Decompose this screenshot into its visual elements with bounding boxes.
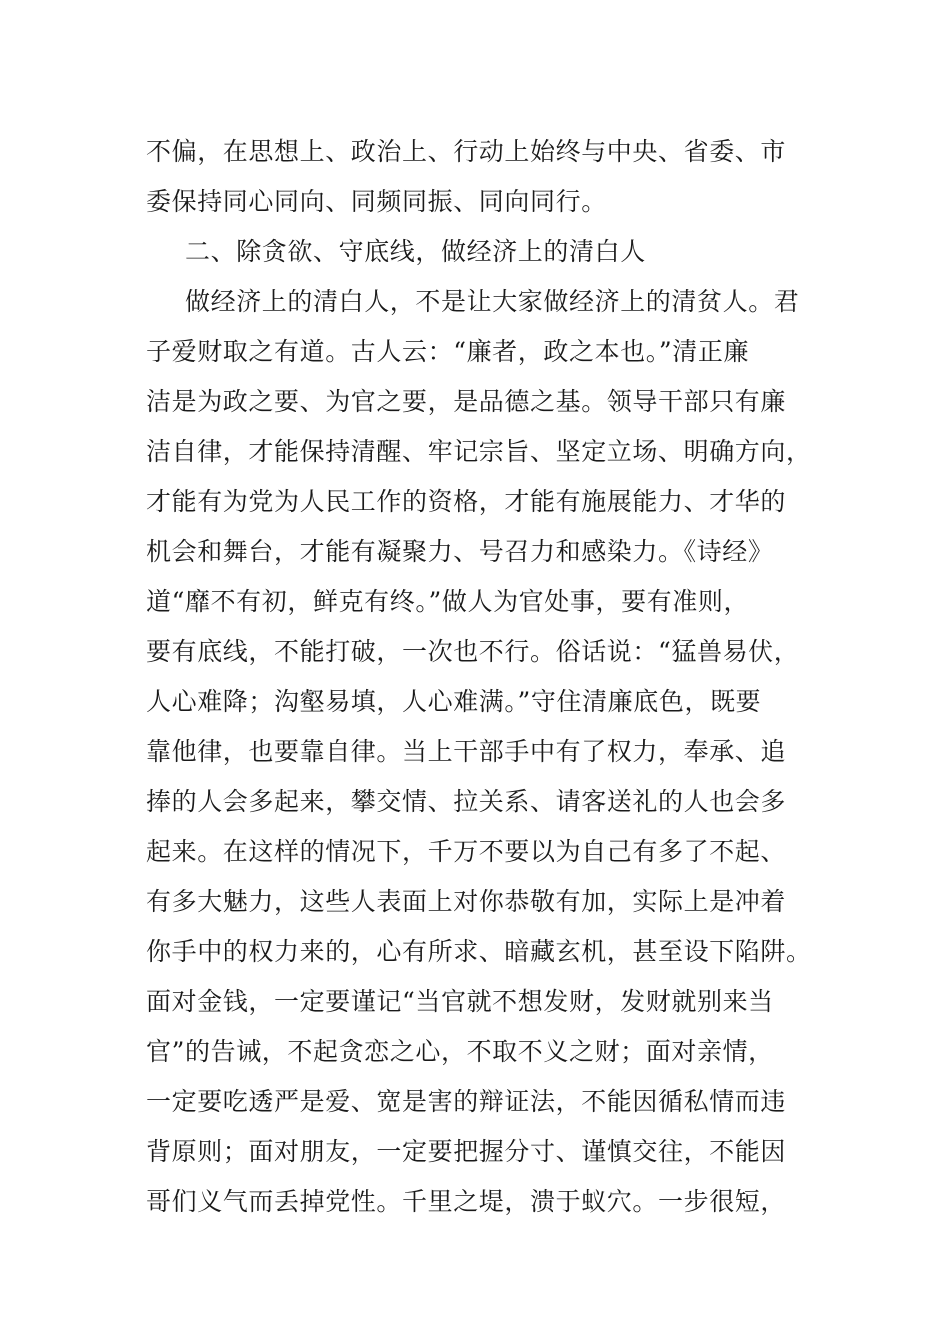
body-line-22: 哥们义气而丢掉党性。千里之堤，溃于蚁穴。一步很短， xyxy=(146,1187,787,1216)
body-line-1: 不偏，在思想上、政治上、行动上始终与中央、省委、市 xyxy=(146,137,787,166)
section-heading: 二、除贪欲、守底线，做经济上的清白人 xyxy=(185,237,646,266)
paragraph-first-line: 做经济上的清白人，不是让大家做经济上的清贫人。君 xyxy=(185,287,800,316)
body-line-9: 机会和舞台，才能有凝聚力、号召力和感染力。《诗经》 xyxy=(146,537,774,566)
body-line-8: 才能有为党为人民工作的资格，才能有施展能力、才华的 xyxy=(146,487,787,516)
body-line-6: 洁是为政之要、为官之要，是品德之基。领导干部只有廉 xyxy=(146,387,787,416)
body-line-7: 洁自律，才能保持清醒、牢记宗旨、坚定立场、明确方向， xyxy=(146,437,812,466)
body-line-21: 背原则；面对朋友，一定要把握分寸、谨慎交往，不能因 xyxy=(146,1137,787,1166)
body-line-19: 官”的告诫，不起贪恋之心，不取不义之财；面对亲情， xyxy=(146,1037,774,1066)
body-line-2: 委保持同心同向、同频同振、同向同行。 xyxy=(146,187,607,216)
body-line-14: 捧的人会多起来，攀交情、拉关系、请客送礼的人也会多 xyxy=(146,787,787,816)
body-line-11: 要有底线，不能打破，一次也不行。俗话说：“猛兽易伏， xyxy=(146,637,800,666)
body-line-13: 靠他律，也要靠自律。当上干部手中有了权力，奉承、追 xyxy=(146,737,787,766)
body-line-20: 一定要吃透严是爱、宽是害的辩证法，不能因循私情而违 xyxy=(146,1087,787,1116)
body-line-15: 起来。在这样的情况下，千万不要以为自己有多了不起、 xyxy=(146,837,787,866)
body-line-12: 人心难降；沟壑易填，人心难满。”守住清廉底色，既要 xyxy=(146,687,762,716)
body-line-16: 有多大魅力，这些人表面上对你恭敬有加，实际上是冲着 xyxy=(146,887,787,916)
body-line-5: 子爱财取之有道。古人云：“廉者，政之本也。”清正廉 xyxy=(146,337,750,366)
body-line-18: 面对金钱，一定要谨记“当官就不想发财，发财就别来当 xyxy=(146,987,774,1016)
body-line-17: 你手中的权力来的，心有所求、暗藏玄机，甚至设下陷阱。 xyxy=(146,937,812,966)
body-line-10: 道“靡不有初，鲜克有终。”做人为官处事，要有准则， xyxy=(146,587,750,616)
